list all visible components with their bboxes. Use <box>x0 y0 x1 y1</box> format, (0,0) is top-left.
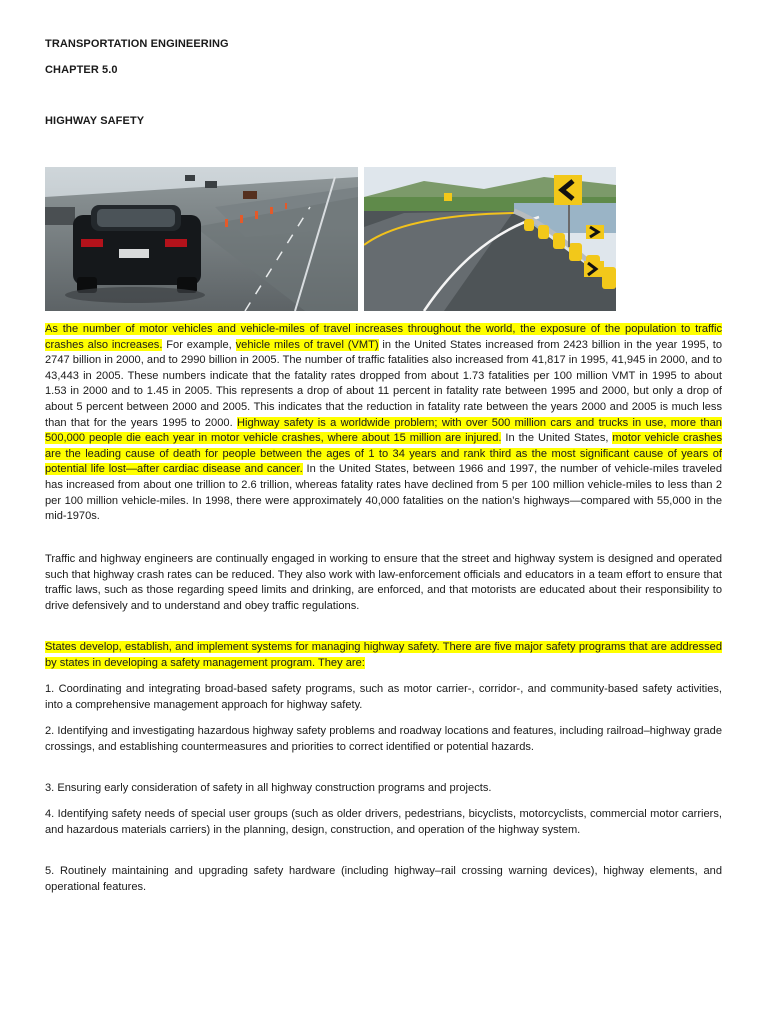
body-text: In the United States, between 1966 and 1997, the number of vehicle-miles traveled has increased from about one trillion to 2.6 trillion, whereas fatality rates have declined from 5 per 100 million vehicle-miles to less than 2 per 100 million vehicle-miles. In 1998, there were approximately 40,000 fatalities on the nation’s highways—compared with 55,000 in the mid-1970s. <box>45 463 723 523</box>
list-item: 2. Identifying and investigating hazardous highway safety problems and roadway locations and features, including railroad–highway grade crossings, and establishing countermeasures and priorities to correct identified or potential hazards. <box>45 725 722 753</box>
curved-road-photo <box>364 167 616 311</box>
engineers-paragraph: Traffic and highway engineers are continually engaged in working to ensure that the street and highway system is designed and operated such that highway crash rates can be reduced. They also work with law-enforcement officials and educators in a team effort to ensure that traffic laws, such as those regarding speed limits and drinking, are enforced, and that motorists are educated about their responsibility to drive defensively and to understand and obey traffic regulations. <box>45 553 722 612</box>
highlighted-text: motor vehicle crashes are the leading cause of death for people between the ages of 1 to 34 years and rank third as the most significant cause of years of potential life lost—after cardiac disease and cancer. <box>45 432 722 476</box>
section-heading: HIGHWAY SAFETY <box>45 115 145 127</box>
list-item: 5. Routinely maintaining and upgrading safety hardware (including highway–rail crossing warning devices), highway elements, and operational features. <box>45 865 722 893</box>
intro-paragraph <box>45 322 722 525</box>
body-text: in the United States increased from 2423 billion in the year 1995, to 2747 billion in 2000, and to 2990 billion in 2005. The number of traffic fatalities also increased from 41,817 in 1995, 41,945 in 2000, and to 43,443 in 2005. These numbers indicate that the fatality rates dropped from about 1.73 fatalities per 100 million VMT in 1995 to about 1.53 in 2000 and to 1.45 in 2005. This represents a drop of about 11 percent in fatality rate between 1995 and 2000, but only a drop of about 5 percent between 2000 and 2005. This indicates that the reduction in fatality rate between the years 2000 and 2005 is much less than that for the years 1995 to 2000. <box>45 338 722 429</box>
subject-heading: TRANSPORTATION ENGINEERING <box>45 38 229 50</box>
wet-highway-photo <box>45 167 358 311</box>
programs-intro-paragraph <box>45 640 722 671</box>
highlighted-text: States develop, establish, and implement systems for managing highway safety. There are five major safety programs that are addressed by states in developing a safety management program. They are: <box>45 641 722 669</box>
highlighted-text: vehicle miles of travel (VMT) <box>235 338 379 351</box>
photo-row <box>45 167 616 311</box>
list-item: 4. Identifying safety needs of special user groups (such as older drivers, pedestrians, bicyclists, motorcyclists, commercial motor carriers, and hazardous materials carriers) in the planning, design, construction, and operation of the highway system. <box>45 808 722 836</box>
list-item: 3. Ensuring early consideration of safety in all highway construction programs and projects. <box>45 782 492 794</box>
chapter-heading: CHAPTER 5.0 <box>45 64 118 76</box>
highlighted-text: Highway safety is a worldwide problem; with over 500 million cars and trucks in use, more than 500,000 people die each year in motor vehicle crashes, where about 15 million are injured. <box>45 416 722 445</box>
body-text: For example, <box>162 338 236 351</box>
body-text: In the United States, <box>501 432 613 445</box>
list-item: 1. Coordinating and integrating broad-based safety programs, such as motor carrier-, corridor-, and community-based safety activities, into a comprehensive management approach for highway safety. <box>45 683 722 711</box>
highlighted-text: As the number of motor vehicles and vehicle-miles of travel increases throughout the world, the exposure of the population to traffic crashes also increases. <box>45 323 722 351</box>
